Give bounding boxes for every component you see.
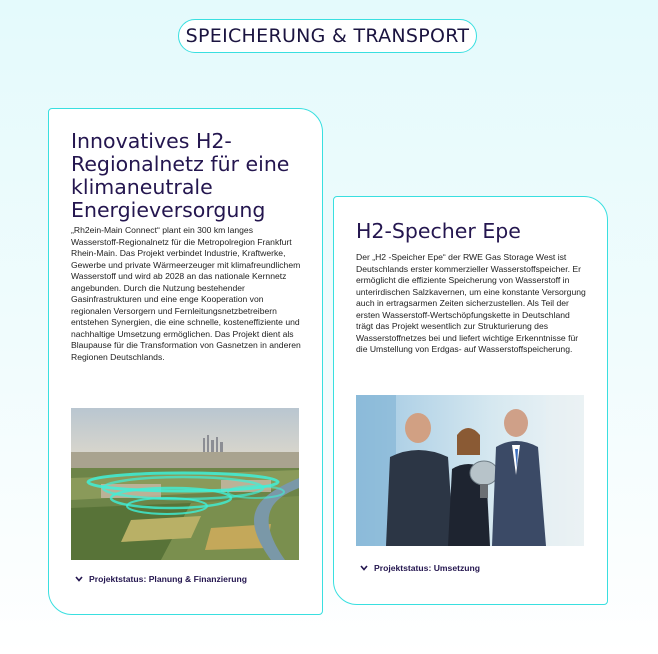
aerial-landscape-image (71, 408, 299, 560)
card-title: H2-Specher Epe (356, 219, 521, 243)
section-title-pill (178, 19, 477, 53)
card-description: Der „H2 -Speicher Epe“ der RWE Gas Storage West ist Deutschlands erster kommerzieller Wasserstoffspeicher. Er ermöglicht die effiziente Speicherung von Wasserstoff in unterirdischen Salzkavernen, um eine konstante Versorgung auch in ertragsarmen Zeiten sicherzustellen. Als Teil der ersten Wasserstoff-Wertschöpfungskette in Deutschland trägt das Projekt wesentlich zur Strukturierung des Wasserstoffnetzes bei und liefert wichtige Erkenntnisse für die Umstellung von Erdgas- auf Wasserstoffspeicherung. (356, 252, 586, 354)
project-status-label: Projektstatus: Planung & Finanzierung (89, 574, 248, 584)
project-card-h2-regionalnetz (48, 108, 323, 615)
section-title: SPEICHERUNG & TRANSPORT (185, 25, 470, 47)
project-status-toggle[interactable] (75, 574, 247, 584)
project-card-h2-speicher-epe (333, 196, 608, 605)
card-description: „Rh2ein-Main Connect“ plant ein 300 km langes Wasserstoff-Regionalnetz für die Metropolregion Frankfurt Rhein-Main. Das Projekt verbindet Industrie, Kraftwerke, Gewerbe und private Wärmeerzeuger mit klimafreundlichem Wasserstoff und wird ab 2028 an das nationale Kernnetz angebunden. Durch die Nutzung bestehender Gasinfrastrukturen und eine enge Kooperation von regionalen Versorgern und Fernleitungsnetzbetreibern entstehen Synergien, die eine schnelle, kosteneffiziente und nachhaltige Umsetzung ermöglichen. Das Projekt dient als Blaupause für die Transformation von Gasnetzen in anderen Regionen Deutschlands. (71, 225, 301, 362)
card-title: Innovatives H2-Regionalnetz für eine klimaneutrale Energieversorgung (71, 129, 290, 222)
chevron-down-icon (360, 565, 368, 571)
project-status-label: Projektstatus: Umsetzung (374, 563, 481, 573)
chevron-down-icon (75, 576, 83, 582)
award-ceremony-photo (356, 395, 584, 546)
project-status-toggle[interactable] (360, 563, 480, 573)
